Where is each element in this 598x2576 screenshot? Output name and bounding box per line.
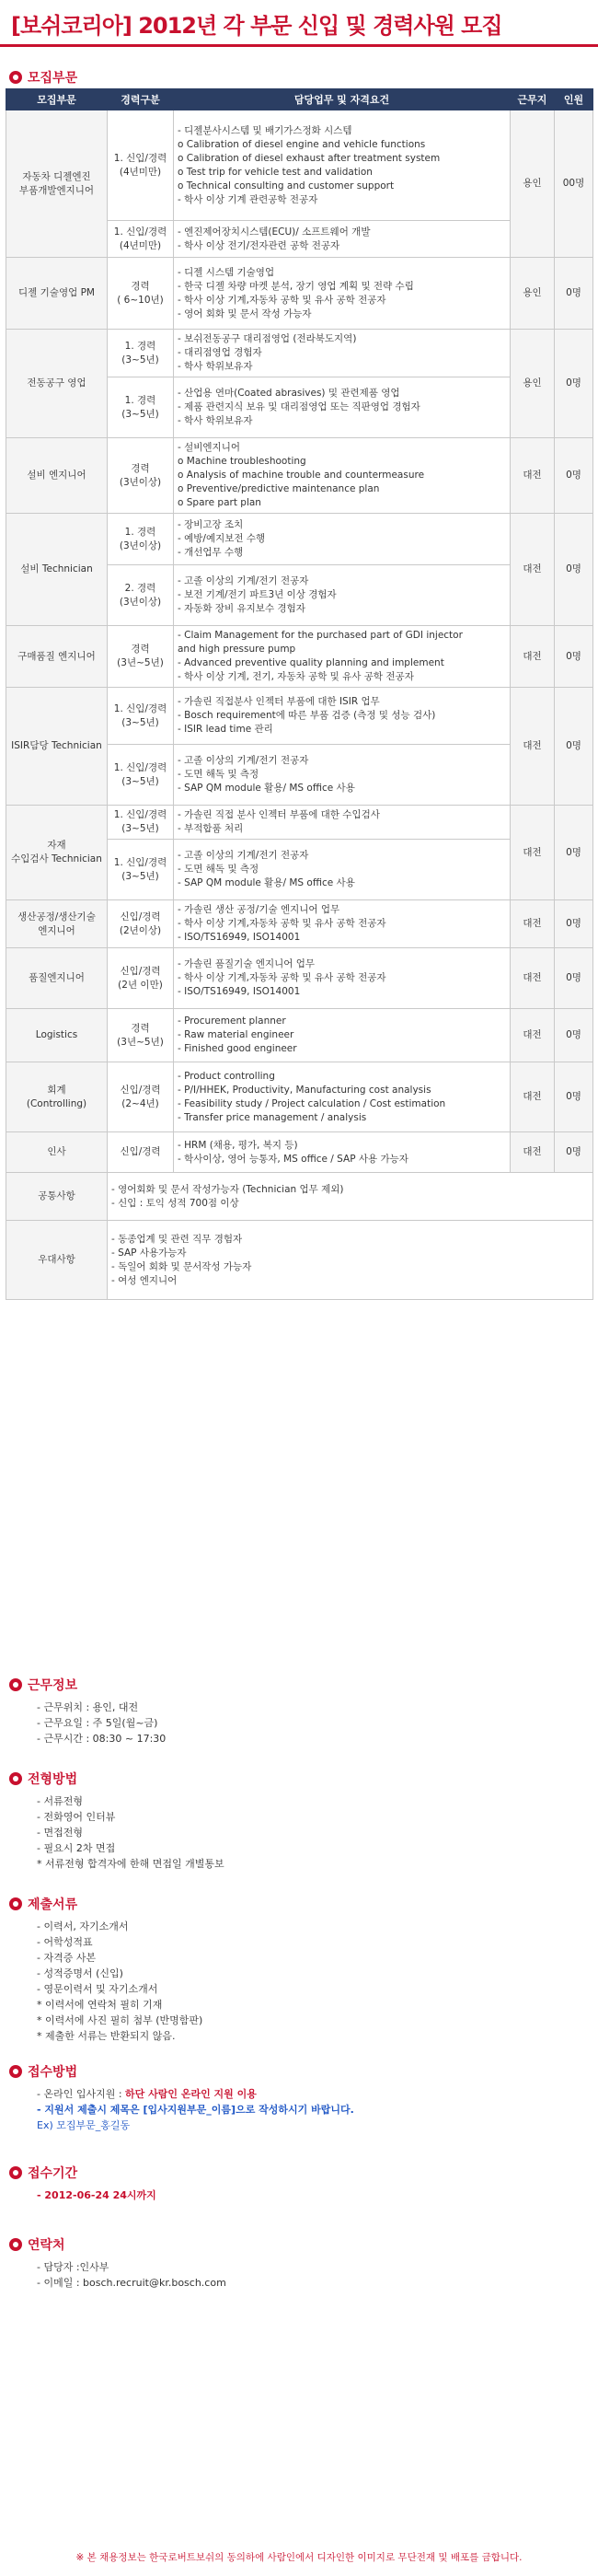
duty-line: o Calibration of diesel exhaust after treatment system [178, 152, 441, 164]
list-item: - 신입 : 토익 성적 700점 이상 [111, 1197, 239, 1209]
table-row [6, 948, 593, 1009]
list-item [37, 2086, 354, 2102]
cell-position: 품질엔지니어 [6, 948, 108, 1009]
contact-email[interactable]: - 이메일 : bosch.recruit@kr.bosch.com [37, 2277, 226, 2289]
cell-duties [174, 514, 511, 565]
list-item: - 면접전형 [37, 1827, 83, 1839]
cell-duties [174, 900, 511, 948]
apply-list [37, 2086, 354, 2133]
header-position: 모집부문 [6, 89, 108, 110]
duty-line: - Raw material engineer [178, 1029, 294, 1040]
cell-position: 구매품질 엔지니어 [6, 626, 108, 688]
cell-duties [174, 221, 511, 258]
duty-line: o Machine troubleshooting [178, 456, 306, 467]
duty-line: o Preventive/predictive maintenance plan [178, 483, 380, 494]
cell-headcount: 0명 [555, 258, 593, 330]
cell-location: 대전 [511, 806, 555, 900]
duty-line: - 보쉬전동공구 대리점영업 (전라북도지역) [178, 333, 357, 344]
section-title: 연락처 [28, 2238, 65, 2253]
duty-line: - 가솔린 생산 공정/기술 엔지니어 업무 [178, 904, 340, 915]
conditions-list [37, 1700, 166, 1746]
apply-example: Ex) 모집부문_홍길동 [37, 2119, 131, 2131]
section-header-apply [9, 2062, 77, 2081]
duty-line: - Product controlling [178, 1070, 275, 1082]
duty-line: - 학사 이상 기계,자동차 공학 및 유사 공학 전공자 [178, 972, 386, 983]
contact-list [37, 2259, 226, 2291]
section-title: 모집부문 [28, 71, 78, 86]
cell-duties [174, 565, 511, 626]
cell-position: ISIR담당 Technician [6, 688, 108, 806]
jobs-table [6, 88, 593, 1300]
cell-position: 설비 Technician [6, 514, 108, 626]
cell-headcount: 00명 [555, 110, 593, 258]
header-headcount: 인원 [555, 89, 593, 110]
cell-duties [174, 626, 511, 688]
duty-line: - 산업용 연마(Coated abrasives) 및 관련제품 영업 [178, 388, 400, 399]
list-item: - 영어회화 및 문서 작성가능자 (Technician 업무 제외) [111, 1183, 344, 1195]
table-row [6, 1009, 593, 1062]
cell-headcount: 0명 [555, 626, 593, 688]
table-row [6, 110, 593, 221]
cell-experience: 1. 경력 (3~5년) [108, 330, 174, 377]
list-item: - 전화영어 인터뷰 [37, 1811, 116, 1823]
bullet-circle-icon [9, 1678, 22, 1691]
documents-list [37, 1919, 202, 2044]
list-item: - 근무요일 : 주 5일(월~금) [37, 1717, 158, 1729]
cell-experience: 1. 신입/경력 (3~5년) [108, 840, 174, 900]
cell-location: 대전 [511, 948, 555, 1009]
cell-experience: 신입/경력 (2년 이만) [108, 948, 174, 1009]
table-row [6, 626, 593, 688]
section-title: 접수방법 [28, 2065, 78, 2080]
cell-position: 생산공정/생산기술 엔지니어 [6, 900, 108, 948]
table-row [6, 1062, 593, 1132]
cell-duties [174, 438, 511, 514]
list-item: * 제출한 서류는 반환되지 않음. [37, 2030, 176, 2042]
cell-label: 우대사항 [6, 1221, 108, 1300]
duty-line: - 도면 해독 및 측정 [178, 864, 259, 875]
cell-position: Logistics [6, 1009, 108, 1062]
cell-duties [174, 840, 511, 900]
deadline: - 2012-06-24 24시까지 [37, 2189, 156, 2201]
duty-line: - Finished good engineer [178, 1043, 297, 1054]
table-header-row [6, 89, 593, 110]
process-list [37, 1793, 224, 1872]
duty-line: - Advanced preventive quality planning and implement [178, 657, 444, 668]
list-item: - 여성 엔지니어 [111, 1274, 178, 1286]
apply-online-label: - 온라인 입사지원 : [37, 2088, 126, 2100]
cell-experience: 1. 신입/경력 (3~5년) [108, 688, 174, 745]
cell-location: 용인 [511, 330, 555, 438]
table-row [6, 1132, 593, 1173]
duty-line: - 가솔린 직접 분사 인젝터 부품에 대한 수입검사 [178, 809, 380, 820]
cell-headcount: 0명 [555, 514, 593, 626]
duty-line: and high pressure pump [178, 644, 296, 655]
duty-line: - 영어 회화 및 문서 작성 가능자 [178, 307, 312, 319]
list-item: - 영문이력서 및 자기소개서 [37, 1983, 158, 1995]
duty-line: - 부적합품 처리 [178, 823, 244, 834]
table-row [6, 688, 593, 745]
cell-position: 회계 (Controlling) [6, 1062, 108, 1132]
duty-line: - ISO/TS16949, ISO14001 [178, 986, 301, 997]
duty-line: - 학사 이상 전기/전자관련 공학 전공자 [178, 239, 340, 251]
duty-line: o Spare part plan [178, 497, 261, 508]
header-duties: 담당업무 및 자격요건 [174, 89, 511, 110]
duty-line: - 장비고장 조치 [178, 519, 244, 530]
cell-position: 전동공구 영업 [6, 330, 108, 438]
duty-line: - Feasibility study / Project calculation / Cost estimation [178, 1097, 446, 1109]
cell-headcount: 0명 [555, 438, 593, 514]
cell-location: 대전 [511, 1062, 555, 1132]
cell-duties [174, 377, 511, 438]
duty-line: - P/I/HHEK, Productivity, Manufacturing cost analysis [178, 1084, 431, 1096]
duty-line: - 설비엔지니어 [178, 442, 240, 453]
duty-line: - 디젤분사시스템 및 배기가스정화 시스템 [178, 124, 352, 136]
bullet-circle-icon [9, 2238, 22, 2251]
cell-headcount: 0명 [555, 948, 593, 1009]
list-item: - 어학성적표 [37, 1936, 93, 1948]
list-item: - 필요시 2차 면접 [37, 1842, 116, 1854]
duty-line: - 디젤 시스템 기술영업 [178, 266, 275, 278]
duty-line: - 학사 이상 기계,자동차 공학 및 유사 공학 전공자 [178, 918, 386, 929]
duty-line: - HRM (채용, 평가, 복지 등) [178, 1139, 298, 1151]
table-row [6, 900, 593, 948]
cell-duties [174, 1132, 511, 1173]
section-title: 접수기간 [28, 2166, 78, 2181]
section-header-period [9, 2164, 77, 2182]
duty-line: - ISO/TS16949, ISO14001 [178, 932, 301, 943]
cell-duties [174, 258, 511, 330]
cell-headcount: 0명 [555, 330, 593, 438]
duty-line: - 도면 해독 및 측정 [178, 769, 259, 780]
cell-experience: 경력 (3년~5년) [108, 626, 174, 688]
duty-line: - SAP QM module 활용/ MS office 사용 [178, 877, 355, 888]
cell-experience: 경력 (3년이상) [108, 438, 174, 514]
duty-line: o Technical consulting and customer support [178, 180, 395, 191]
list-item: * 이력서에 사진 필히 첨부 (반명함판) [37, 2014, 203, 2026]
preferred-qualifications-row [6, 1221, 593, 1300]
cell-position: 자재 수입검사 Technician [6, 806, 108, 900]
section-header-conditions [9, 1676, 77, 1694]
bullet-circle-icon [9, 71, 22, 84]
cell-duties [174, 330, 511, 377]
cell-location: 대전 [511, 900, 555, 948]
list-item: - 근무위치 : 용인, 대전 [37, 1701, 139, 1713]
cell-experience: 경력 (3년~5년) [108, 1009, 174, 1062]
cell-location: 용인 [511, 258, 555, 330]
bullet-circle-icon [9, 2065, 22, 2078]
section-title: 근무정보 [28, 1678, 78, 1693]
duty-line: - 가솔린 직접분사 인젝터 부품에 대한 ISIR 업무 [178, 696, 380, 707]
duty-line: - 학사 이상 기계,자동차 공학 및 유사 공학 전공자 [178, 294, 386, 306]
cell-items [108, 1221, 593, 1300]
cell-location: 대전 [511, 626, 555, 688]
cell-experience: 1. 경력 (3년이상) [108, 514, 174, 565]
duty-line: - 자동화 장비 유지보수 경험자 [178, 603, 305, 614]
list-item: - 성적증명서 (신입) [37, 1967, 123, 1979]
duty-line: - 제품 관련지식 보유 및 대리점영업 또는 직판영업 경험자 [178, 401, 420, 412]
cell-duties [174, 1062, 511, 1132]
duty-line: - 엔진제어장치시스템(ECU)/ 소프트웨어 개발 [178, 226, 371, 238]
cell-duties [174, 1009, 511, 1062]
cell-experience: 신입/경력 (2년이상) [108, 900, 174, 948]
duty-line: o Calibration of diesel engine and vehicle functions [178, 138, 426, 150]
cell-experience: 1. 경력 (3~5년) [108, 377, 174, 438]
page-title: [보쉬코리아] 2012년 각 부문 신입 및 경력사원 모집 [11, 13, 502, 39]
cell-experience: 2. 경력 (3년이상) [108, 565, 174, 626]
section-header-contact [9, 2235, 65, 2254]
cell-headcount: 0명 [555, 900, 593, 948]
section-title: 제출서류 [28, 1897, 78, 1912]
cell-location: 대전 [511, 514, 555, 626]
duty-line: - Claim Management for the purchased part of GDI injector [178, 630, 463, 641]
cell-duties [174, 110, 511, 221]
cell-experience: 신입/경력 [108, 1132, 174, 1173]
list-item: - 독일어 회화 및 문서작성 가능자 [111, 1260, 252, 1272]
duty-line: - 고졸 이상의 기계/전기 전공자 [178, 755, 309, 766]
duty-line: - Transfer price management / analysis [178, 1111, 367, 1123]
cell-headcount: 0명 [555, 1062, 593, 1132]
apply-subject-note: - 지원서 제출시 제목은 [입사지원부문_이름]으로 작성하시기 바랍니다. [37, 2104, 354, 2116]
table-row [6, 514, 593, 565]
duty-line: - 학사 학위보유자 [178, 361, 253, 372]
duty-line: - ISIR lead time 관리 [178, 724, 273, 735]
duty-line: - 보전 기계/전기 파트3년 이상 경험자 [178, 589, 337, 600]
duty-line: o Analysis of machine trouble and countermeasure [178, 470, 425, 481]
section-header-process [9, 1770, 77, 1788]
section-header-recruit [9, 68, 77, 87]
bullet-circle-icon [9, 2166, 22, 2179]
duty-line: - 대리점영업 경험자 [178, 347, 262, 358]
table-row [6, 806, 593, 840]
title-divider [0, 44, 598, 47]
cell-position: 설비 엔지니어 [6, 438, 108, 514]
list-item: - 자격증 사본 [37, 1952, 97, 1964]
cell-position: 인사 [6, 1132, 108, 1173]
duty-line: - 한국 디젤 차량 마켓 분석, 장기 영업 계획 및 전략 수립 [178, 280, 414, 292]
duty-line: - 개선업무 수행 [178, 547, 244, 558]
duty-line: - 학사이상, 영어 능통자, MS office / SAP 사용 가능자 [178, 1153, 408, 1165]
duty-line: - 고졸 이상의 기계/전기 전공자 [178, 575, 309, 586]
list-item: - 이력서, 자기소개서 [37, 1920, 129, 1932]
cell-experience: 1. 신입/경력 (4년미만) [108, 110, 174, 221]
cell-headcount: 0명 [555, 806, 593, 900]
cell-position: 자동차 디젤엔진 부품개발엔지니어 [6, 110, 108, 258]
period-list [37, 2187, 156, 2203]
cell-location: 대전 [511, 1132, 555, 1173]
cell-experience: 1. 신입/경력 (3~5년) [108, 745, 174, 806]
duty-line: - 학사 학위보유자 [178, 415, 253, 426]
cell-position: 디젤 기술영업 PM [6, 258, 108, 330]
cell-headcount: 0명 [555, 1132, 593, 1173]
duty-line: - 예방/예지보전 수행 [178, 533, 266, 544]
cell-headcount: 0명 [555, 1009, 593, 1062]
cell-headcount: 0명 [555, 688, 593, 806]
table-row [6, 438, 593, 514]
section-title: 전형방법 [28, 1772, 78, 1787]
cell-experience: 1. 신입/경력 (3~5년) [108, 806, 174, 840]
list-item: - 근무시간 : 08:30 ~ 17:30 [37, 1733, 167, 1745]
cell-location: 대전 [511, 688, 555, 806]
cell-items [108, 1173, 593, 1221]
cell-experience: 신입/경력 (2~4년) [108, 1062, 174, 1132]
duty-line: - Bosch requirement에 따른 부품 검증 (측정 및 성능 검사) [178, 710, 436, 721]
duty-line: - 고졸 이상의 기계/전기 전공자 [178, 850, 309, 861]
contact-person: - 담당자 :인사부 [37, 2261, 109, 2273]
duty-line: - 가솔린 품질기술 엔지니어 업무 [178, 958, 315, 969]
cell-duties [174, 745, 511, 806]
duty-line: - 학사 이상 기계 관련공학 전공자 [178, 193, 318, 205]
cell-duties [174, 948, 511, 1009]
common-requirements-row [6, 1173, 593, 1221]
apply-online-value: 하단 사람인 온라인 지원 이용 [125, 2088, 257, 2100]
table-row [6, 330, 593, 377]
list-item: * 서류전형 합격자에 한해 면접일 개별통보 [37, 1858, 224, 1870]
list-item: * 이력서에 연락처 필히 기재 [37, 1999, 163, 2011]
bullet-circle-icon [9, 1772, 22, 1785]
cell-experience: 경력 ( 6~10년) [108, 258, 174, 330]
duty-line: - 학사 이상 기계, 전기, 자동차 공학 및 유사 공학 전공자 [178, 671, 414, 682]
header-location: 근무지 [511, 89, 555, 110]
cell-duties [174, 688, 511, 745]
duty-line: - Procurement planner [178, 1015, 286, 1027]
list-item: - 동종업계 및 관련 직무 경험자 [111, 1233, 243, 1245]
footer-note: ※ 본 채용정보는 한국로버트보쉬의 동의하에 사람인에서 디자인한 이미지로 무단전재 및 배포를 금합니다. [75, 2552, 523, 2563]
cell-location: 용인 [511, 110, 555, 258]
section-header-documents [9, 1895, 77, 1913]
duty-line: o Test trip for vehicle test and validation [178, 166, 373, 178]
list-item: - SAP 사용가능자 [111, 1247, 187, 1259]
table-row [6, 258, 593, 330]
duty-line: - SAP QM module 활용/ MS office 사용 [178, 783, 355, 794]
bullet-circle-icon [9, 1897, 22, 1910]
cell-location: 대전 [511, 438, 555, 514]
cell-experience: 1. 신입/경력 (4년미만) [108, 221, 174, 258]
cell-duties [174, 806, 511, 840]
cell-location: 대전 [511, 1009, 555, 1062]
list-item: - 서류전형 [37, 1795, 83, 1807]
cell-label: 공통사항 [6, 1173, 108, 1221]
header-experience: 경력구분 [108, 89, 174, 110]
